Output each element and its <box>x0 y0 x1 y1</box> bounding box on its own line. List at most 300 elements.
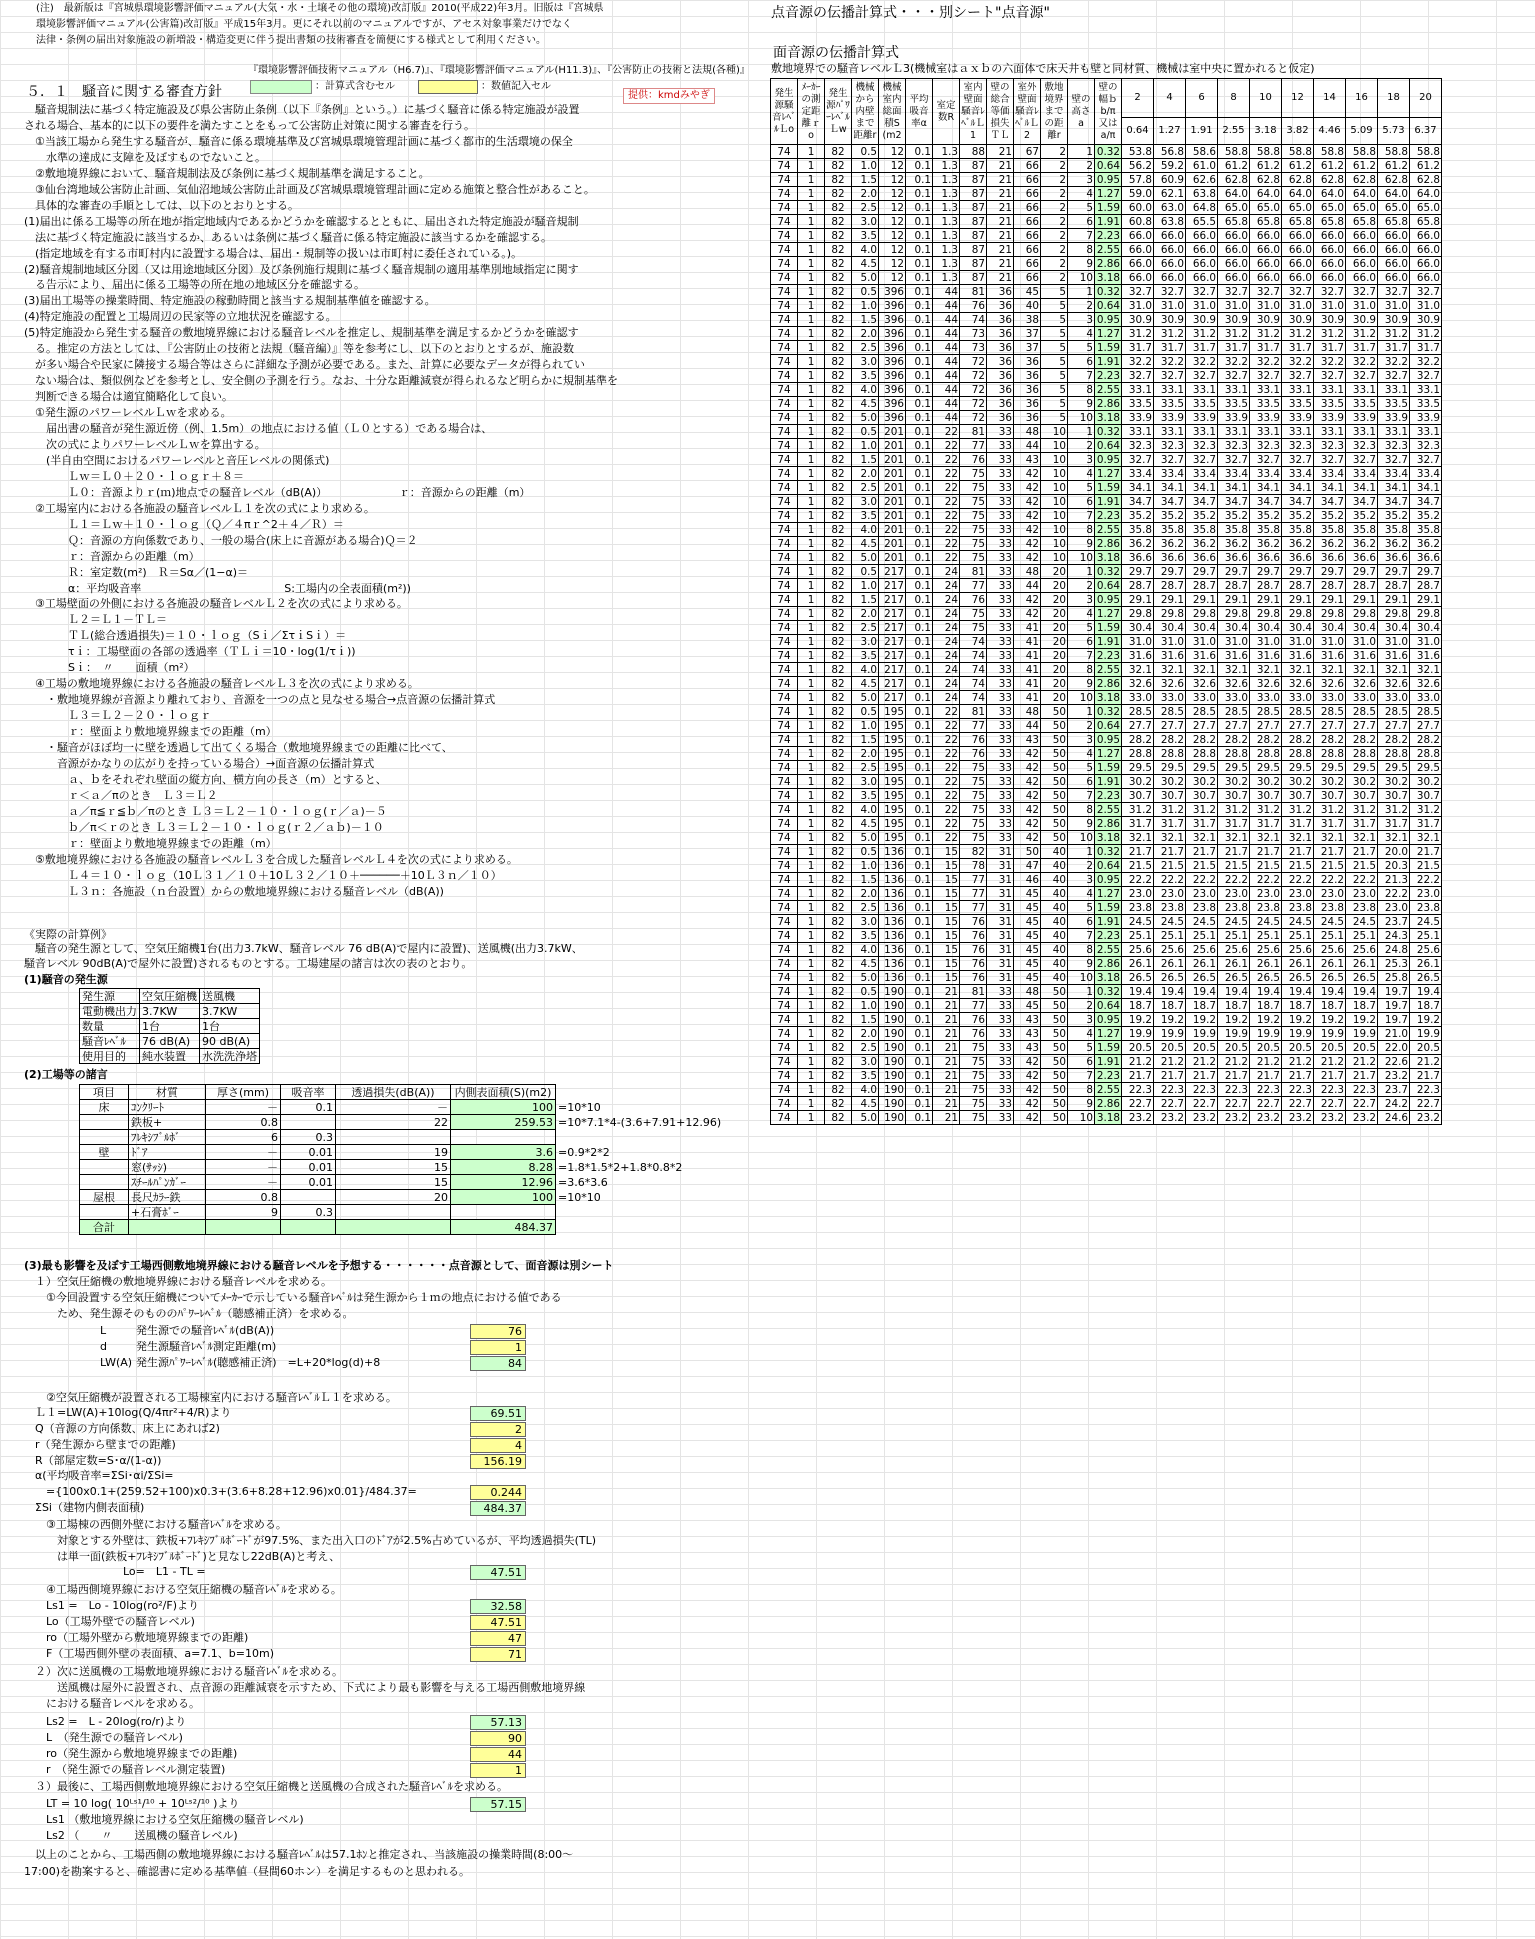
area-table-cell: 31.0 <box>1122 635 1154 649</box>
area-table-cell: 66.0 <box>1282 257 1314 271</box>
area-table-row <box>771 1083 1442 1097</box>
area-table-cell: 23.2 <box>1218 1111 1250 1125</box>
calc1-value[interactable]: 84 <box>470 1356 526 1371</box>
area-table-cell: 32.1 <box>1218 831 1250 845</box>
area-table-cell: 82 <box>825 887 852 901</box>
area-table-cell: 20.5 <box>1314 1041 1346 1055</box>
calc5-value: 57.13 <box>470 1715 526 1730</box>
calc5-value[interactable]: 90 <box>470 1731 526 1746</box>
area-table-cell: 36 <box>987 355 1014 369</box>
area-table-cell: 66.0 <box>1250 271 1282 285</box>
calc1-value[interactable]: 76 <box>470 1324 526 1339</box>
area-table-cell: 45 <box>1014 971 1041 985</box>
area-table-cell: 36.2 <box>1410 537 1442 551</box>
area-table-cell: 82 <box>825 565 852 579</box>
area-table-cell: 2.5 <box>852 201 879 215</box>
area-table-cell: 22.7 <box>1218 1097 1250 1111</box>
area-table-cell: 62.1 <box>1154 187 1186 201</box>
area-table-cell: 33.1 <box>1346 425 1378 439</box>
area-table-cell: 28.8 <box>1186 747 1218 761</box>
area-table-row <box>771 957 1442 971</box>
area-table-cell: 4.0 <box>852 943 879 957</box>
area-table-cell: 3 <box>1068 1013 1095 1027</box>
area-table-cell: 32.7 <box>1314 453 1346 467</box>
area-table-cell: 0.1 <box>906 635 933 649</box>
area-table-row <box>771 999 1442 1013</box>
area-table-cell: 10 <box>1041 425 1068 439</box>
area-table-cell: 195 <box>879 733 906 747</box>
area-table-cell: 28.7 <box>1410 579 1442 593</box>
area-table-cell: 4.0 <box>852 803 879 817</box>
area-table-cell: 12 <box>879 159 906 173</box>
area-table-cell: 81 <box>960 985 987 999</box>
area-table-cell: 22 <box>933 467 960 481</box>
area-table-cell: 31.6 <box>1346 649 1378 663</box>
area-table-cell: 23.8 <box>1186 901 1218 915</box>
area-table-cell: 31.2 <box>1410 327 1442 341</box>
area-table-cell: 74 <box>771 369 798 383</box>
area-table-cell: 0.1 <box>906 383 933 397</box>
calc4-value[interactable]: 71 <box>470 1647 526 1662</box>
area-table-cell: 61.2 <box>1282 159 1314 173</box>
calc5-value[interactable]: 1 <box>470 1763 526 1778</box>
area-table-row <box>771 341 1442 355</box>
area-table-cell: 32.7 <box>1218 285 1250 299</box>
area-table-cell: 34.7 <box>1346 495 1378 509</box>
area-table-cell: 66.0 <box>1346 243 1378 257</box>
area-table-cell: 1 <box>798 145 825 159</box>
area-table-cell: 81 <box>960 425 987 439</box>
area-table-cell: 35.2 <box>1154 509 1186 523</box>
area-table-cell: 72 <box>960 411 987 425</box>
area-table-cell: 28.5 <box>1410 705 1442 719</box>
area-table-cell: 217 <box>879 607 906 621</box>
area-table-cell: 50 <box>1041 1013 1068 1027</box>
area-table-cell: 0.1 <box>906 971 933 985</box>
area-table-row <box>771 677 1442 691</box>
area-table-cell: 10 <box>1041 467 1068 481</box>
area-table-cell: 34.7 <box>1314 495 1346 509</box>
body-line: ｒ：音源からの距離（m） <box>24 549 200 563</box>
area-table-cell: 33.1 <box>1346 383 1378 397</box>
area-table-cell: 0.1 <box>906 747 933 761</box>
area-table-cell: 66.0 <box>1250 257 1282 271</box>
area-table-cell: 0.1 <box>906 425 933 439</box>
area-table-cell: 5.0 <box>852 971 879 985</box>
calc1-symbol: d <box>100 1340 107 1353</box>
area-table-cell: 33.1 <box>1186 383 1218 397</box>
area-table-cell: 36.6 <box>1410 551 1442 565</box>
area-table-cell: 1.91 <box>1095 915 1122 929</box>
area-table-cell: 20.5 <box>1250 1041 1282 1055</box>
area-table-header-cell: ﾒｰｶｰの測定距離ｒo <box>798 79 825 145</box>
area-table-cell: 33.4 <box>1378 467 1410 481</box>
provider-badge: 提供：kmdみやぎ <box>623 88 715 104</box>
area-table-cell: 28.5 <box>1218 705 1250 719</box>
area-table-cell: 20.0 <box>1378 845 1410 859</box>
area-table-cell: 201 <box>879 439 906 453</box>
area-table-row <box>771 201 1442 215</box>
area-table-cell: 1 <box>798 1097 825 1111</box>
area-table-cell: 136 <box>879 943 906 957</box>
area-table-cell: 32.1 <box>1314 831 1346 845</box>
area-table-cell: 22.3 <box>1186 1083 1218 1097</box>
area-table-cell: 35.8 <box>1378 523 1410 537</box>
calc2-value[interactable]: 2 <box>470 1422 526 1437</box>
building-table-cell: 屋根 <box>80 1190 129 1205</box>
area-table-cell: 74 <box>771 691 798 705</box>
area-table-cell: 195 <box>879 705 906 719</box>
area-table-cell: 29.5 <box>1218 761 1250 775</box>
building-table-cell: =10*7.1*4-(3.6+7.91+12.96) <box>556 1115 761 1130</box>
calc4-value[interactable]: 47.51 <box>470 1615 526 1630</box>
area-table-cell: 23.8 <box>1346 901 1378 915</box>
building-table-cell: 壁 <box>80 1145 129 1160</box>
area-table-cell: 29.1 <box>1346 593 1378 607</box>
area-source-table <box>770 78 1442 1125</box>
area-table-cell: 19.2 <box>1218 1013 1250 1027</box>
area-table-cell: 10 <box>1041 551 1068 565</box>
area-table-cell: 33 <box>987 719 1014 733</box>
area-table-cell: 2.0 <box>852 1027 879 1041</box>
area-table-cell: 1 <box>798 1083 825 1097</box>
area-table-cell: 28.5 <box>1314 705 1346 719</box>
sigma-line: ΣSi（建物内側表面積) <box>24 1501 145 1514</box>
building-table-row <box>80 1175 761 1190</box>
area-table-cell: 82 <box>825 453 852 467</box>
area-table-cell: 8 <box>1068 243 1095 257</box>
area-table-cell: 34.1 <box>1346 481 1378 495</box>
area-table-cell: 30.7 <box>1186 789 1218 803</box>
area-table-cell: 82 <box>825 173 852 187</box>
area-table-cell: 28.2 <box>1122 733 1154 747</box>
area-table-cell: 33 <box>987 663 1014 677</box>
area-table-cell: 30.9 <box>1186 313 1218 327</box>
area-table-cell: 0.64 <box>1095 859 1122 873</box>
area-table-cell: 136 <box>879 957 906 971</box>
area-table-cell: 27.7 <box>1346 719 1378 733</box>
area-table-cell: 0.1 <box>906 677 933 691</box>
area-table-cell: 66.0 <box>1282 229 1314 243</box>
area-table-cell: 29.7 <box>1282 565 1314 579</box>
area-table-cell: 62.8 <box>1218 173 1250 187</box>
area-table-cell: 195 <box>879 803 906 817</box>
alpha-value[interactable]: 0.244 <box>470 1485 526 1500</box>
area-table-cell: 33 <box>987 1027 1014 1041</box>
area-table-cell: 21.5 <box>1218 859 1250 873</box>
area-table-cell: 32.1 <box>1314 663 1346 677</box>
area-table-cell: 66.0 <box>1154 271 1186 285</box>
building-table-cell <box>556 1130 761 1145</box>
area-table-cell: 22 <box>933 495 960 509</box>
area-table-cell: 72 <box>960 383 987 397</box>
building-table-cell <box>80 1205 129 1220</box>
area-table-cell: 1 <box>798 621 825 635</box>
calc5-value[interactable]: 44 <box>470 1747 526 1762</box>
area-table-cell: 33 <box>987 775 1014 789</box>
calc2-value[interactable]: 4 <box>470 1438 526 1453</box>
area-table-cell: 2.55 <box>1095 943 1122 957</box>
area-table-cell: 50 <box>1041 1055 1068 1069</box>
area-table-cell: 0.1 <box>906 887 933 901</box>
area-table-cell: 1 <box>1068 565 1095 579</box>
area-table-cell: 0.32 <box>1095 985 1122 999</box>
area-table-cell: 32.1 <box>1282 831 1314 845</box>
area-table-cell: 1.5 <box>852 733 879 747</box>
area-table-cell: 74 <box>771 481 798 495</box>
area-table-row <box>771 439 1442 453</box>
area-table-cell: 0.32 <box>1095 145 1122 159</box>
body-line: Ｌｗ＝Ｌ０＋２０・ｌｏｇｒ＋８＝ <box>24 469 244 483</box>
area-table-cell: 30.9 <box>1218 313 1250 327</box>
area-table-cell: 32.1 <box>1346 831 1378 845</box>
area-table-row <box>771 985 1442 999</box>
area-table-cell: 30.4 <box>1250 621 1282 635</box>
area-table-cell: 1 <box>798 845 825 859</box>
area-table-cell: 33 <box>987 817 1014 831</box>
building-table-header-cell: 内側表面積(S)(m2) <box>451 1085 556 1100</box>
area-table-cell: 3 <box>1068 313 1095 327</box>
area-table-cell: 22 <box>933 761 960 775</box>
area-table-cell: 12 <box>879 145 906 159</box>
area-table-cell: 66 <box>1014 243 1041 257</box>
area-table-cell: 1.59 <box>1095 341 1122 355</box>
area-table-cell: 1.3 <box>933 257 960 271</box>
area-table-cell: 1 <box>798 607 825 621</box>
area-table-cell: 33.9 <box>1154 411 1186 425</box>
area-table-cell: 22.6 <box>1378 1055 1410 1069</box>
calc1-value[interactable]: 1 <box>470 1340 526 1355</box>
area-table-cell: 66.0 <box>1410 243 1442 257</box>
area-table-cell: 8 <box>1068 803 1095 817</box>
calc4-value[interactable]: 47 <box>470 1631 526 1646</box>
area-table-cell: 0.1 <box>906 299 933 313</box>
area-table-cell: 21 <box>987 159 1014 173</box>
area-table-cell: 0.64 <box>1095 299 1122 313</box>
area-table-cell: 42 <box>1014 467 1041 481</box>
area-table-cell: 21 <box>933 1041 960 1055</box>
area-table-cell: 21 <box>933 1083 960 1097</box>
area-table-cell: 19.9 <box>1282 1027 1314 1041</box>
area-table-cell: 30.7 <box>1250 789 1282 803</box>
area-table-cell: 2 <box>1041 187 1068 201</box>
area-table-cell: 34.7 <box>1186 495 1218 509</box>
area-table-cell: 33.4 <box>1154 467 1186 481</box>
area-table-cell: 0.1 <box>906 1111 933 1125</box>
area-table-cell: 33.4 <box>1282 467 1314 481</box>
area-table-row <box>771 159 1442 173</box>
area-table-cell: 3.0 <box>852 495 879 509</box>
area-table-cell: 34.7 <box>1378 495 1410 509</box>
area-table-cell: 82 <box>825 831 852 845</box>
area-table-cell: 35.8 <box>1314 523 1346 537</box>
area-table-cell: 44 <box>933 383 960 397</box>
area-table-cell: 30.2 <box>1346 775 1378 789</box>
area-table-cell: 41 <box>1014 635 1041 649</box>
area-table-cell: 5 <box>1068 201 1095 215</box>
area-table-cell: 50 <box>1041 747 1068 761</box>
area-table-cell: 28.2 <box>1378 733 1410 747</box>
calc2-value[interactable]: 156.19 <box>470 1454 526 1469</box>
area-table-cell: 82 <box>825 537 852 551</box>
area-table-cell: 30.2 <box>1122 775 1154 789</box>
area-table-cell: 1 <box>798 901 825 915</box>
area-table-cell: 32.3 <box>1410 439 1442 453</box>
area-table-cell: 31.2 <box>1122 327 1154 341</box>
area-table-cell: 1 <box>798 971 825 985</box>
area-table-cell: 136 <box>879 873 906 887</box>
area-table-cell: 30.7 <box>1218 789 1250 803</box>
area-table-cell: 23.8 <box>1122 901 1154 915</box>
area-table-cell: 75 <box>960 831 987 845</box>
area-table-cell: 31.2 <box>1218 327 1250 341</box>
calc4-desc: Ls1 = Lo - 10log(ro²/F)より <box>24 1599 200 1612</box>
building-table-cell: 0.01 <box>281 1160 336 1175</box>
area-table-cell: 15 <box>933 859 960 873</box>
area-table-cell: 1 <box>798 677 825 691</box>
area-table-cell: 1 <box>798 1041 825 1055</box>
body-line: (2)騒音規制地域区分図（又は用途地域区分図）及び条例施行規則に基づく騒音規制の適用基準別地域指定に関す <box>24 262 579 276</box>
area-table-cell: 22.7 <box>1250 1097 1282 1111</box>
area-table-cell: 31.0 <box>1410 299 1442 313</box>
area-table-cell: 2.5 <box>852 901 879 915</box>
area-table-cell: 33 <box>987 425 1014 439</box>
area-table-cell: 66.0 <box>1314 271 1346 285</box>
area-table-cell: 36 <box>987 327 1014 341</box>
area-table-cell: 5 <box>1068 481 1095 495</box>
area-table-cell: 33.1 <box>1250 425 1282 439</box>
body-line: 具体的な審査の手順としては、以下のとおりとする。 <box>24 198 299 212</box>
area-table-cell: 33.9 <box>1186 411 1218 425</box>
area-table-cell: 42 <box>1014 1083 1041 1097</box>
area-table-cell: 19.2 <box>1250 1013 1282 1027</box>
area-table-cell: 82 <box>825 1013 852 1027</box>
area-table-cell: 1 <box>798 509 825 523</box>
area-table-cell: 29.7 <box>1410 565 1442 579</box>
area-table-cell: 36.6 <box>1218 551 1250 565</box>
area-table-cell: 33 <box>987 1111 1014 1125</box>
area-table-cell: 30.4 <box>1154 621 1186 635</box>
p5-line: における騒音レベルを求める。 <box>24 1697 200 1710</box>
area-table-cell: 2.23 <box>1095 369 1122 383</box>
area-table-cell: 81 <box>960 565 987 579</box>
area-table-cell: 1 <box>798 537 825 551</box>
building-table-header <box>80 1085 761 1100</box>
building-table-row <box>80 1220 761 1235</box>
area-table-cell: 0.32 <box>1095 425 1122 439</box>
building-table-row <box>80 1100 761 1115</box>
area-table-cell: 50 <box>1041 831 1068 845</box>
area-table-cell: 31.0 <box>1154 635 1186 649</box>
area-table-cell: 82 <box>825 677 852 691</box>
area-table-cell: 44 <box>1014 579 1041 593</box>
area-table-cell: 26.1 <box>1410 957 1442 971</box>
area-table-cell: 62.6 <box>1186 173 1218 187</box>
building-table-cell: 6 <box>206 1130 281 1145</box>
area-table-cell: 33.5 <box>1346 397 1378 411</box>
building-table-cell: 0.3 <box>281 1205 336 1220</box>
area-table-cell: 396 <box>879 313 906 327</box>
area-table-cell: 82 <box>825 257 852 271</box>
area-table-cell: 74 <box>771 201 798 215</box>
area-table-cell: 22 <box>933 817 960 831</box>
area-table-cell: 28.5 <box>1378 705 1410 719</box>
area-table-cell: 82 <box>825 649 852 663</box>
area-table-cell: 396 <box>879 397 906 411</box>
area-table-cell: 0.1 <box>906 873 933 887</box>
area-table-cell: 28.5 <box>1250 705 1282 719</box>
area-table-cell: 1 <box>798 467 825 481</box>
area-table-cell: 7 <box>1068 929 1095 943</box>
area-table-cell: 32.7 <box>1218 453 1250 467</box>
area-table-cell: 28.7 <box>1346 579 1378 593</box>
area-table-cell: 36 <box>1014 397 1041 411</box>
area-table-cell: 28.5 <box>1346 705 1378 719</box>
area-table-cell: 21.7 <box>1154 1069 1186 1083</box>
area-table-cell: 32.1 <box>1410 663 1442 677</box>
area-table-row <box>771 817 1442 831</box>
area-table-header-cell: 室外壁面騒音ﾚﾍﾞﾙＬ2 <box>1014 79 1041 145</box>
area-table-header-cell: 壁の総合等価損失ＴＬ <box>987 79 1014 145</box>
area-table-cell: 22.2 <box>1186 873 1218 887</box>
area-table-cell: 10 <box>1068 971 1095 985</box>
area-table-cell: 31.7 <box>1122 817 1154 831</box>
body-line: される場合、基本的に以下の要件を満たすことをもって公害防止対策に関する審査を行う。 <box>24 118 475 132</box>
area-table-cell: 82 <box>825 551 852 565</box>
area-table-cell: 31.2 <box>1346 327 1378 341</box>
area-table-cell: 201 <box>879 509 906 523</box>
area-table-cell: 66.0 <box>1410 271 1442 285</box>
area-table-cell: 1.5 <box>852 453 879 467</box>
area-table-cell: 2.5 <box>852 621 879 635</box>
area-table-cell: 3.18 <box>1095 831 1122 845</box>
area-table-cell: 33.9 <box>1410 411 1442 425</box>
area-table-cell: 3 <box>1068 453 1095 467</box>
area-table-cell: 19.4 <box>1186 985 1218 999</box>
area-table-cell: 33.0 <box>1410 691 1442 705</box>
area-table-cell: 82 <box>825 369 852 383</box>
area-table-cell: 0.5 <box>852 145 879 159</box>
area-table-cell: 33.5 <box>1282 397 1314 411</box>
area-table-cell: 22.7 <box>1154 1097 1186 1111</box>
area-table-cell: 19.9 <box>1250 1027 1282 1041</box>
area-table-cell: 33 <box>987 789 1014 803</box>
area-table-cell: 31.2 <box>1186 803 1218 817</box>
building-table-cell: 100 <box>451 1100 556 1115</box>
area-table-cell: 74 <box>771 145 798 159</box>
area-table-cell: 0.1 <box>906 173 933 187</box>
body-line: (5)特定施設から発生する騒音の敷地境界線における騒音レベルを推定し、規制基準を満足するかどうかを確認す <box>24 326 579 340</box>
area-table-cell: 32.3 <box>1378 439 1410 453</box>
area-table-cell: 74 <box>771 971 798 985</box>
area-table-cell: 74 <box>771 1055 798 1069</box>
area-table-row <box>771 537 1442 551</box>
area-table-cell: 31.2 <box>1186 327 1218 341</box>
area-table-cell: 32.1 <box>1250 663 1282 677</box>
area-table-cell: 33 <box>987 649 1014 663</box>
area-table-cell: 66.0 <box>1154 257 1186 271</box>
area-table-cell: 35.2 <box>1250 509 1282 523</box>
area-table-cell: 74 <box>771 383 798 397</box>
area-table-cell: 66.0 <box>1186 243 1218 257</box>
area-table-cell: 31 <box>987 845 1014 859</box>
area-table-cell: 74 <box>771 859 798 873</box>
area-table-cell: 28.7 <box>1282 579 1314 593</box>
area-table-cell: 50 <box>1041 733 1068 747</box>
body-line: ③工場壁面の外側における各施設の騒音レベルＬ２を次の式により求める。 <box>24 597 408 611</box>
note-line: 法律・条例の届出対象施設の新増設・構造変更に伴う提出書類の技術審査を簡便にする様式として利用ください。 <box>36 35 546 46</box>
area-table-cell: 20.5 <box>1410 1041 1442 1055</box>
